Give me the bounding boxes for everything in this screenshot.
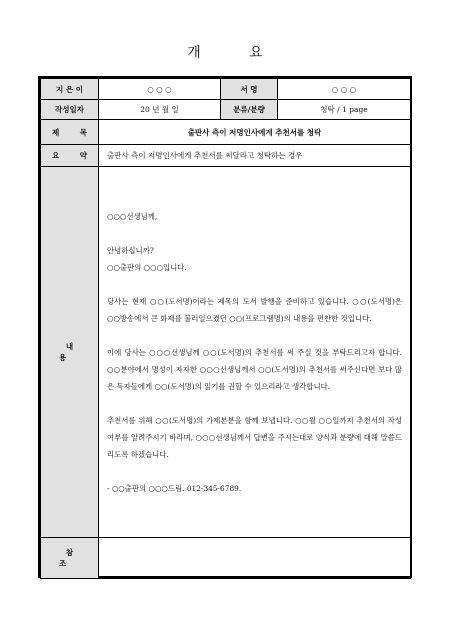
letter-paragraph-2: 이에 당사는 ○○○선생님께 ○○(도서명)의 추천서를 써 주실 것을 부탁드리고자 합니다. ○○분야에서 명성이 자자한 ○○○선생님께서 ○○(도서명)의 추천서를 써주신다면 보다 많은 독자들에게 ○○(도서명)의 읽기를 권할 수 있으리라고 생각합니다. xyxy=(107,348,402,391)
notes-row xyxy=(41,538,411,579)
subject-label: 제 목 xyxy=(41,120,99,145)
subject-value: 출판사 측이 저명인사에게 추천서를 청탁 xyxy=(99,120,411,145)
letter-body xyxy=(99,167,411,538)
author-label: 지 은 이 xyxy=(41,79,99,100)
document-form xyxy=(38,76,412,578)
letter-closing: - ○○출판의 ○○○드림. 012-345-6789. xyxy=(107,484,242,493)
date-label: 작성일자 xyxy=(41,100,99,120)
date-value: 20 년 월 일 xyxy=(99,100,221,120)
letter-paragraph-1: 당사는 현재 ○○(도서명)이라는 제목의 도서 발행을 준비하고 있습니다. ○○(도서명)은 ○○방송에서 큰 화제를 불러일으켰던 ○○(프로그램명)의 내용을 편찬한 것입니다. xyxy=(107,297,402,323)
category-value: 청탁 / 1 page xyxy=(278,100,411,120)
notes-value xyxy=(99,538,411,579)
summary-row xyxy=(41,145,411,167)
letter-intro: ○○출판의 ○○○입니다. xyxy=(107,263,187,272)
letter-salutation: ○○○선생님께, xyxy=(107,212,158,221)
page-title: 개 요 xyxy=(187,45,285,61)
content-label: 내 용 xyxy=(41,167,99,538)
summary-value: 출판사 측이 저명인사에게 추천서를 써달라고 청탁하는 경우 xyxy=(99,145,411,167)
author-value: ○ ○ ○ xyxy=(99,79,221,100)
author-row xyxy=(41,79,411,100)
signature-label: 서 명 xyxy=(221,79,278,100)
subject-row xyxy=(41,120,411,145)
date-row xyxy=(41,100,411,120)
letter-greeting: 안녕하십니까? xyxy=(107,246,154,255)
notes-label: 참 조 xyxy=(41,538,99,579)
summary-label: 요 약 xyxy=(41,145,99,167)
category-label: 분류/분량 xyxy=(221,100,278,120)
content-row xyxy=(41,167,411,538)
overview-table xyxy=(40,78,411,579)
letter-paragraph-3: 추천서를 위해 ○○(도서명)의 가제본분을 함께 보냅니다. ○○월 ○○일까지 추천서의 작성여부를 알려주시기 바라며, ○○○선생님께서 답변을 주시는대로 양식과 분량에 대해 말씀드리도록 하겠습니다. xyxy=(107,416,402,459)
signature-value: ○ ○ ○ xyxy=(278,79,411,100)
